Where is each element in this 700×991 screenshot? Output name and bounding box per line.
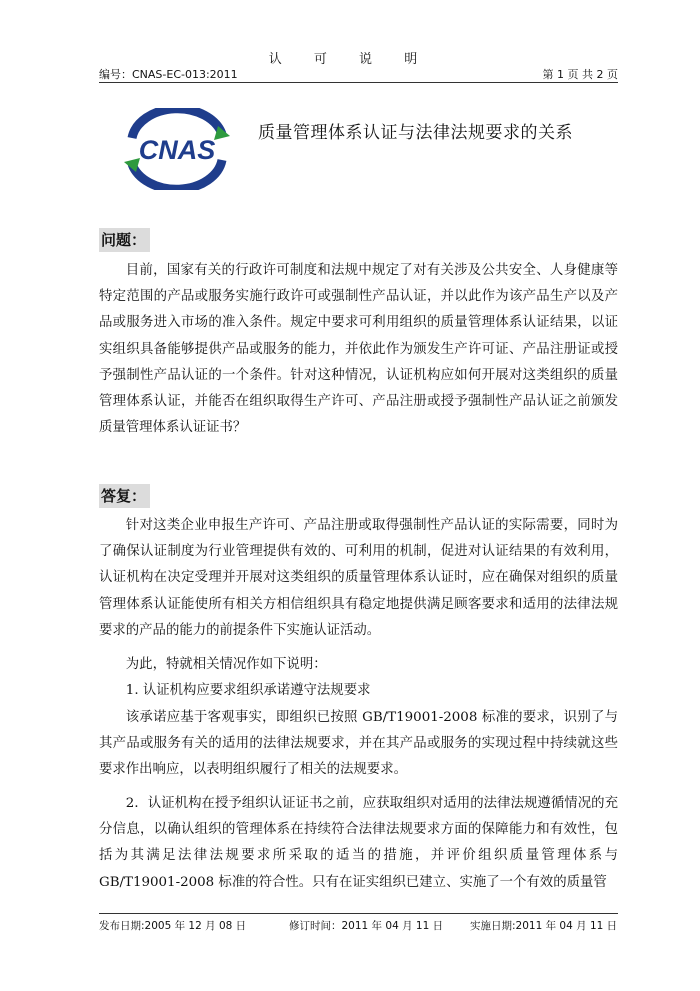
revise-date: 修订时间：2011 年 04 月 11 日	[289, 920, 444, 932]
footer-rule	[99, 913, 618, 914]
logo-text: CNAS	[138, 135, 216, 165]
answer-item-1-heading: 1. 认证机构应要求组织承诺遵守法规要求	[125, 683, 371, 698]
header-title: 认 可 说 明	[268, 52, 432, 67]
answer-paragraph-1: 针对这类企业申报生产许可、产品注册或取得强制性产品认证的实际需要，同时为了确保认证制度为行业管理提供有效的、可利用的机制，促进对认证结果的有效利用，认证机构在决定受理并开展对这类组织的质量管理体系认证时，应在确保对组织的质量管理体系认证能使所有相关方相信组织具有稳定地提供满足顾客要求和适用的法律法规要求的产品的能力的前提条件下实施认证活动。	[99, 518, 618, 638]
header-rule	[99, 82, 618, 83]
page-indicator: 第 1 页 共 2 页	[542, 68, 618, 81]
answer-paragraph-4: 2．认证机构在授予组织认证证书之前，应获取组织对适用的法律法规遵循情况的充分信息，以确认组织的管理体系在持续符合法律法规要求方面的保障能力和有效性，包括为其满足法律法规要求所采取的适当的措施，并评价组织质量管理体系与 GB/T19001-2008 标准的符合性。只有在证实组织已建立、实施了一个有效的质量管	[99, 796, 618, 890]
cnas-logo	[118, 108, 236, 190]
question-heading: 问题：	[99, 228, 150, 252]
doc-number: 编号：CNAS-EC-013:2011	[99, 68, 238, 81]
answer-heading: 答复：	[99, 484, 150, 508]
question-paragraph: 目前，国家有关的行政许可制度和法规中规定了对有关涉及公共安全、人身健康等特定范围的产品或服务实施行政许可或强制性产品认证，并以此作为该产品生产以及产品或服务进入市场的准入条件。规定中要求可利用组织的质量管理体系认证结果，以证实组织具备能够提供产品或服务的能力，并依此作为颁发生产许可证、产品注册证或授予强制性产品认证的一个条件。针对这种情况，认证机构应如何开展对这类组织的质量管理体系认证，并能否在组织取得生产许可、产品注册或授予强制性产品认证之前颁发质量管理体系认证证书？	[99, 263, 618, 436]
document-title: 质量管理体系认证与法律法规要求的关系	[258, 123, 573, 143]
issue-date: 发布日期:2005 年 12 月 08 日	[99, 920, 247, 932]
effective-date: 实施日期:2011 年 04 月 11 日	[470, 920, 618, 932]
answer-paragraph-3: 该承诺应基于客观事实，即组织已按照 GB/T19001-2008 标准的要求，识别了与其产品或服务有关的适用的法律法规要求，并在其产品或服务的实现过程中持续就这些要求作出响应，以表明组织履行了相关的法规要求。	[99, 710, 618, 778]
answer-paragraph-2: 为此，特就相关情况作如下说明：	[125, 657, 327, 672]
